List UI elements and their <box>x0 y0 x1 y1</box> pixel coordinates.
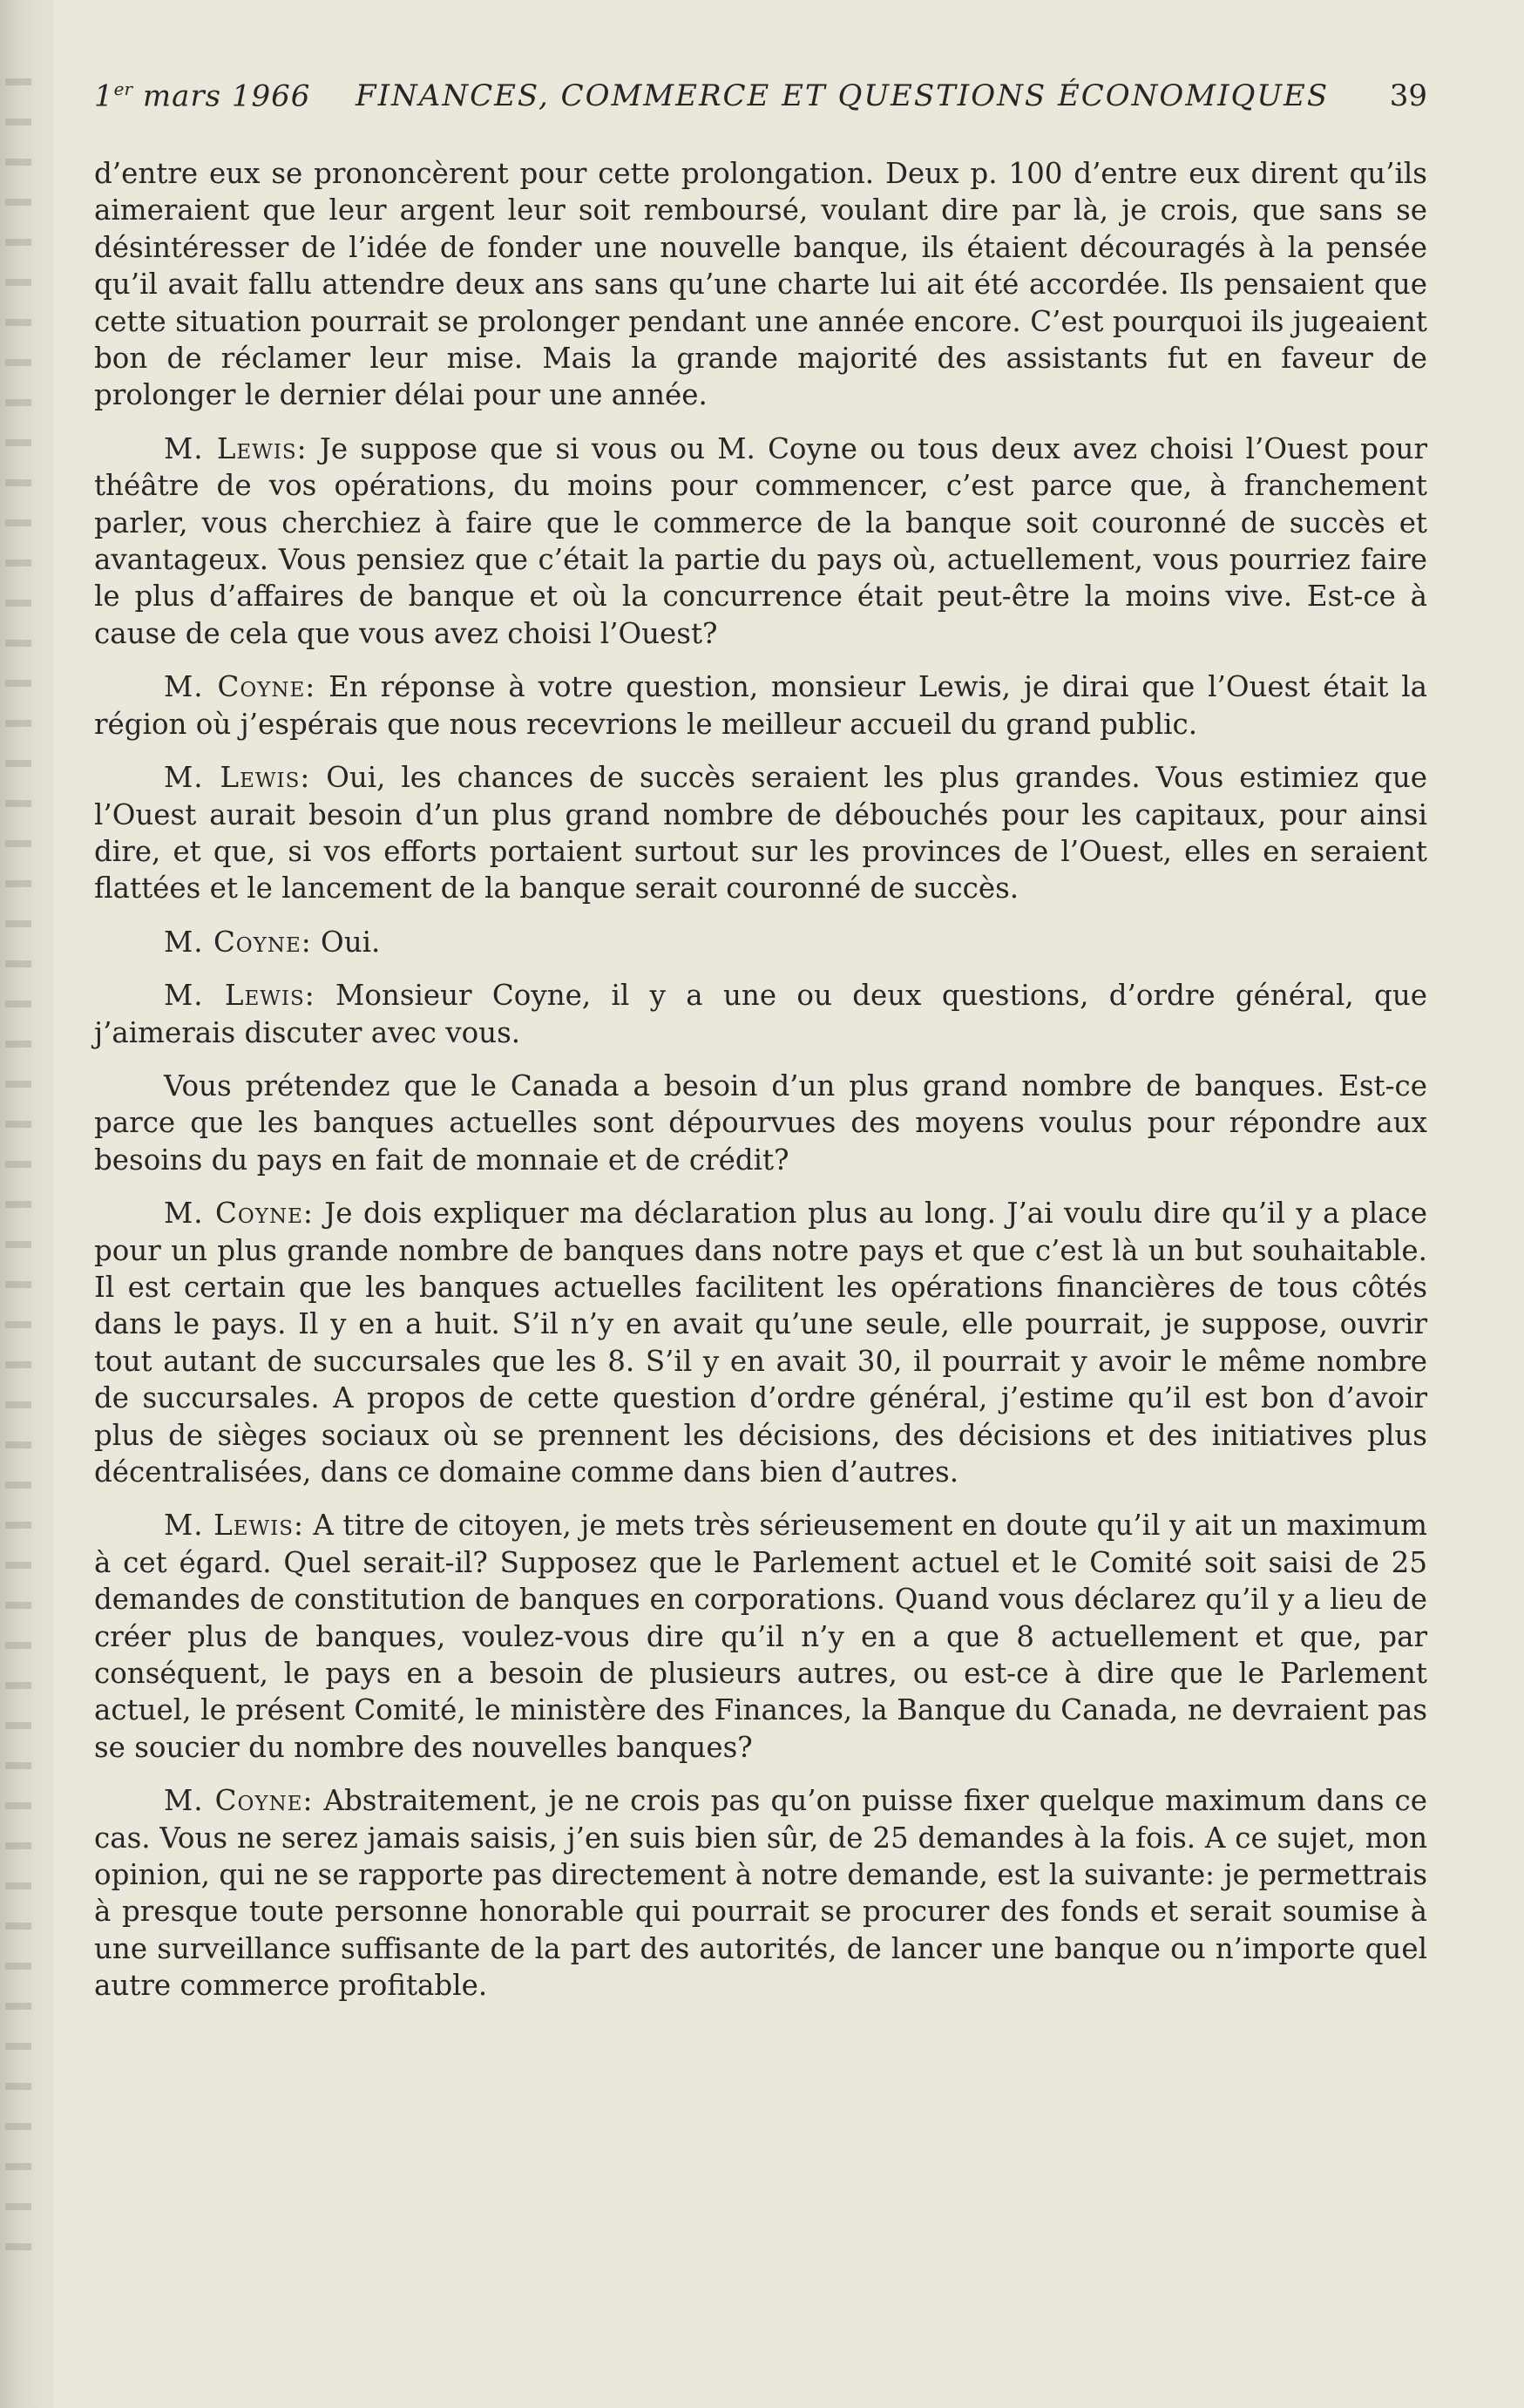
header-date <box>94 78 310 113</box>
speaker: M. Lewis: <box>164 979 315 1013</box>
speaker: M. Coyne: <box>164 1197 314 1231</box>
running-header <box>94 78 1427 122</box>
paragraph-text: Oui, les chances de succès seraient les plus grandes. Vous estimiez que l’Ouest aurait besoin d’un plus grand nombre de débouchés pour les capitaux, pour ainsi dire, et que, si vos efforts portaient surtout sur les provinces de l’Ouest, elles en seraient flattées et le lancement de la banque serait couronné de succès. <box>94 761 1427 906</box>
page-number: 39 <box>1389 78 1427 113</box>
body-text <box>94 155 1427 2021</box>
paragraph-text: En réponse à votre question, monsieur Lewis, je dirai que l’Ouest était la région où j’espérais que nous recevrions le meilleur accueil du grand public. <box>94 670 1427 741</box>
spine-bleed-marks <box>5 78 31 2257</box>
book-spine-shadow <box>0 0 54 2408</box>
speaker: M. Coyne: <box>164 670 316 704</box>
paragraph-text: Je dois expliquer ma déclaration plus au long. J’ai voulu dire qu’il y a place pour un plus grande nombre de banques dans notre pays et que c’est là un but souhaitable. Il est certain que les banques actuelles facilitent les opérations financières de tous côtés dans le pays. Il y en a huit. S’il n’y en avait qu’une seule, elle pourrait, je suppose, ouvrir tout autant de succursales que les 8. S’il y en avait 30, il pourrait y avoir le même nombre de succursales. A propos de cette question d’ordre général, j’estime qu’il est bon d’avoir plus de sièges sociaux où se prennent les décisions, des décisions et des initiatives plus décentralisées, dans ce domaine comme dans bien d’autres. <box>94 1197 1427 1489</box>
paragraph-6 <box>94 977 1427 1051</box>
paragraph-text: Abstraitement, je ne crois pas qu’on puisse fixer quelque maximum dans ce cas. Vous ne serez jamais saisis, j’en suis bien sûr, de 25 demandes à la fois. A ce sujet, mon opinion, qui ne se rapporte pas directement à notre demande, est la suivante: je permettrais à presque toute personne honorable qui pourrait se procurer des fonds et serait soumise à une surveillance suffisante de la part des autorités, de lancer une banque ou n’importe quel autre commerce profitable. <box>94 1784 1427 2003</box>
header-date-day: 1 <box>94 78 114 114</box>
speaker: M. Lewis: <box>164 431 308 465</box>
paragraph-text: d’entre eux se prononcèrent pour cette prolongation. Deux p. 100 d’entre eux dirent qu’ils aimeraient que leur argent leur soit remboursé, voulant dire par là, je crois, que sans se désintéresser de l’idée de fonder une nouvelle banque, ils étaient découragés à la pensée qu’il avait fallu attendre deux ans sans qu’une charte lui ait été accordée. Ils pensaient que cette situation pourrait se prolonger pendant une année encore. C’est pourquoi ils jugeaient bon de réclamer leur mise. Mais la grande majorité des assistants fut en faveur de prolonger le dernier délai pour une année. <box>94 157 1427 412</box>
paragraph-5 <box>94 924 1427 960</box>
paragraph-7 <box>94 1068 1427 1178</box>
paragraph-text: Je suppose que si vous ou M. Coyne ou tous deux avez choisi l’Ouest pour théâtre de vos opérations, du moins pour commencer, c’est parce que, à franchement parler, vous cherchiez à faire que le commerce de la banque soit couronné de succès et avantageux. Vous pensiez que c’était la partie du pays où, actuellement, vous pourriez faire le plus d’affaires de banque et où la concurrence était peut-être la moins vive. Est-ce à cause de cela que vous avez choisi l’Ouest? <box>94 431 1427 650</box>
paragraph-text: A titre de citoyen, je mets très sérieusement en doute qu’il y ait un maximum à cet égard. Quel serait-il? Supposez que le Parlement actuel et le Comité soit saisi de 25 demandes de constitution de banques en corporations. Quand vous déclarez qu’il y a lieu de créer plus de banques, voulez-vous dire qu’il n’y en a que 8 actuellement et que, par conséquent, le pays en a besoin de plusieurs autres, ou est-ce à dire que le Parlement actuel, le présent Comité, le ministère des Finances, la Banque du Canada, ne devraient pas se soucier du nombre des nouvelles banques? <box>94 1509 1428 1764</box>
paragraph-4 <box>94 759 1427 907</box>
paragraph-1 <box>94 155 1427 414</box>
paragraph-9 <box>94 1507 1427 1766</box>
speaker: M. Lewis: <box>164 1509 304 1543</box>
header-date-sup: er <box>113 78 133 99</box>
paragraph-2 <box>94 431 1427 652</box>
header-date-rest: mars 1966 <box>132 78 311 114</box>
paragraph-8 <box>94 1195 1427 1490</box>
paragraph-text: Oui. <box>311 925 381 959</box>
header-title: FINANCES, COMMERCE ET QUESTIONS ÉCONOMIQUES <box>356 78 1330 113</box>
paragraph-10 <box>94 1782 1427 2004</box>
speaker: M. Coyne: <box>164 925 312 959</box>
speaker: M. Lewis: <box>164 761 311 795</box>
speaker: M. Coyne: <box>164 1784 314 1818</box>
paragraph-3 <box>94 668 1427 743</box>
paragraph-text: Vous prétendez que le Canada a besoin d’un plus grand nombre de banques. Est-ce parce que les banques actuelles sont dépourvues des moyens voulus pour répondre aux besoins du pays en fait de monnaie et de crédit? <box>94 1068 1427 1177</box>
paragraph-text: Monsieur Coyne, il y a une ou deux questions, d’ordre général, que j’aimerais discuter avec vous. <box>94 979 1427 1049</box>
